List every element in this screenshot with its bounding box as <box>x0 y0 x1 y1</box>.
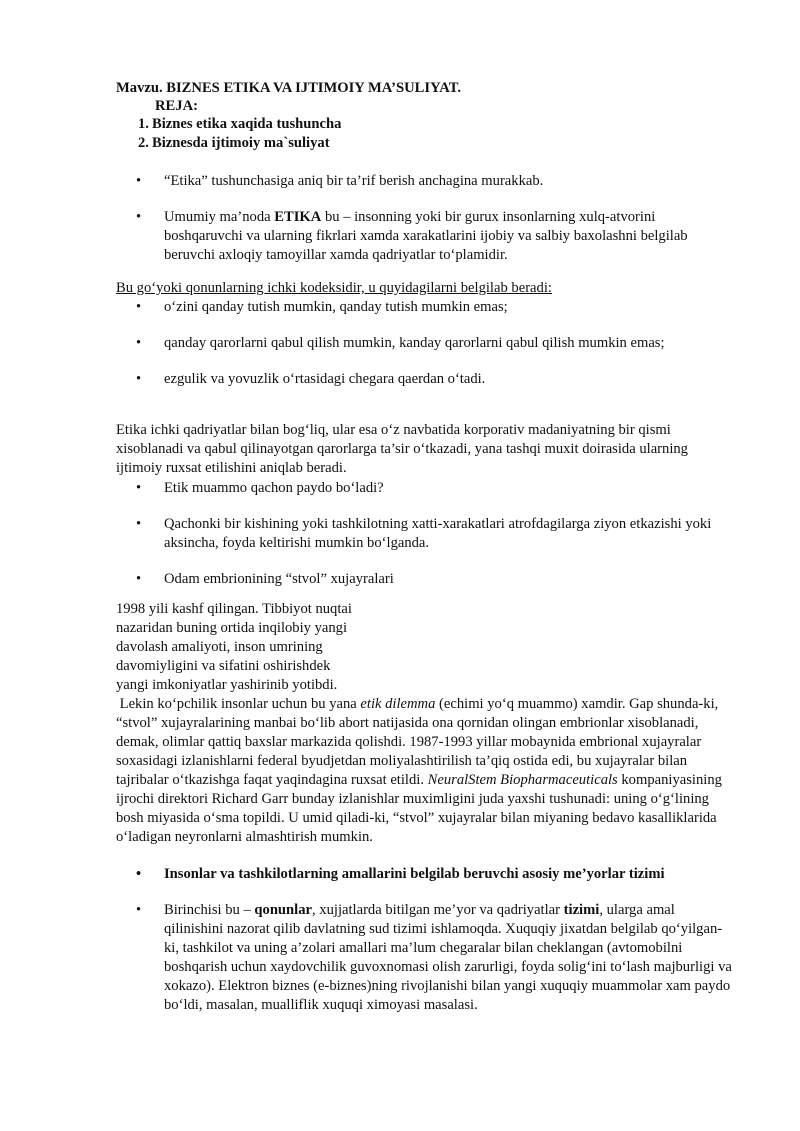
bullet-icon: • <box>136 480 142 496</box>
list-item-text: Insonlar va tashkilotlarning amallarini belgilab beruvchi asosiy me’yorlar tizimi <box>164 866 665 882</box>
list-item-text: Etik muammo qachon paydo bo‘ladi? <box>164 480 384 496</box>
bullet-icon: • <box>136 866 142 882</box>
text-line: davomiyligini va sifatini oshirishdek <box>116 658 331 674</box>
paragraph-text: (echimi yo‘q muammo) xamdir. Gap shunda-ki, “stvol” xujayralarining manbai bo‘lib abort natijasida ona qornidan olingan embrionlar xisoblanadi, demak, olimlar qattiq baxslar markazida qolishdi. 1987-1993 yillar mobaynida embrional xujayralar soxasidagi izlanishlarni federal byudjetdan moliyalashtirilish ta’qiq ostida edi, bu xujayralar bilan tajribalar o‘tkazishga faqat yaqindagina ruxsat etildi. <box>116 696 722 788</box>
etika-text-before: Umumiy ma’noda <box>164 209 275 225</box>
list-item-text: Odam embrionining “stvol” xujayralari <box>164 571 394 587</box>
list-item-text: “Etika” tushunchasiga aniq bir ta’rif berish anchagina murakkab. <box>164 173 544 189</box>
italic-term: etik dilemma <box>360 696 436 712</box>
list-item <box>116 901 736 1015</box>
list-item <box>116 172 686 191</box>
list-item <box>116 570 736 589</box>
text-line: nazaridan buning ortida inqilobiy yangi <box>116 620 348 636</box>
plan-item-number: 1. <box>138 116 149 132</box>
plan-heading: REJA: <box>155 98 198 114</box>
list-item <box>116 370 756 389</box>
text-line: davolash amaliyoti, inson umrining <box>116 639 323 655</box>
text-line: 1998 yili kashf qilingan. Tibbiyot nuqtai <box>116 601 352 617</box>
company-name: NeuralStem Biopharmaceuticals <box>427 772 618 788</box>
paragraph-text: Lekin ko‘pchilik insonlar uchun bu yana <box>116 696 361 712</box>
bullet-icon: • <box>136 902 142 918</box>
norms-list <box>116 865 736 1015</box>
plan-item-text: Biznes etika xaqida tushuncha <box>152 116 342 132</box>
list-item <box>116 515 736 553</box>
bullet-icon: • <box>136 516 142 532</box>
kodeks-list <box>116 298 756 389</box>
list-item-text: ezgulik va yovuzlik o‘rtasidagi chegara qaerdan o‘tadi. <box>164 371 486 387</box>
bullet-icon: • <box>136 335 142 351</box>
list-item-text: , xujjatlarda bitilgan me’yor va qadriyatlar <box>312 902 564 918</box>
plan-item <box>116 115 676 134</box>
list-item-text: qanday qarorlarni qabul qilish mumkin, kanday qarorlarni qabul qilish mumkin emas; <box>164 335 665 351</box>
paragraph: Etika ichki qadriyatlar bilan bog‘liq, ular esa o‘z navbatida korporativ madaniyatning bir qismi xisoblanadi va qabul qilinayotgan qarorlarga ta’sir o‘tkazadi, yana tashqi muxit doirasida ularning ijtimoiy ruxsat etilishini aniqlab beradi. <box>116 422 688 476</box>
list-item-text: , ularga amal qilinishini nazorat qilib davlatning sud tizimi ishlamoqda. Xuquqiy jixatdan belgilab qo‘yilgan-ki, tashkilot va uning a’zolari amallari ma’lum chegaralar bilan cheklangan (avtomobilni boshqarish uchun xaydovchilik guvoxnomasi olish zarurligi, foyda solig‘ini to‘lash majburligi va xokazo). Elektron biznes (e-biznes)ning rivojlanishi bilan yangi xuquqiy muammolar xam paydo bo‘ldi, masalan, mualliflik xuquqi ximoyasi masalasi. <box>164 902 732 1013</box>
list-item <box>116 298 756 317</box>
etika-text-after: bu – insonning yoki bir gurux insonlarning xulq-atvorini boshqaruvchi va ularning fikrlari xamda xarakatlarini ijobiy va salbiy baxolashni belgilab beruvchi axloqiy tamoyillar xamda qadriyatlar to‘plamidir. <box>164 209 688 263</box>
bold-term: qonunlar <box>254 902 312 918</box>
bullet-icon: • <box>136 173 142 189</box>
list-item-text: Birinchisi bu – <box>164 902 255 918</box>
bullet-icon: • <box>136 371 142 387</box>
bullet-icon: • <box>136 571 142 587</box>
list-item <box>116 208 728 265</box>
etik-muammo-list <box>116 479 736 589</box>
intro-list <box>116 172 686 191</box>
plan-item <box>116 134 676 153</box>
paragraph-text: kompaniyasining ijrochi direktori Richard Garr bunday izlanishlar muximligini juda yaxshi tushunadi: uning o‘g‘lining bosh miyasida o‘sma topildi. U umid qiladi-ki, “stvol” xujayralar bilan miyaning bedavo kasalliklarida o‘ladigan neyronlarni almashtirish mumkin. <box>116 772 726 845</box>
bullet-icon: • <box>136 299 142 315</box>
plan-list <box>116 115 676 153</box>
list-item <box>116 479 736 498</box>
etika-definition-list <box>116 208 728 265</box>
paragraph <box>116 695 736 847</box>
narrow-text-block <box>116 600 416 695</box>
list-item <box>116 334 756 353</box>
list-item-text: o‘zini qanday tutish mumkin, qanday tutish mumkin emas; <box>164 299 508 315</box>
list-item-text: Qachonki bir kishining yoki tashkilotning xatti-xarakatlari atrofdagilarga ziyon etkazishi yoki aksincha, foyda keltirishi mumkin bo‘lganda. <box>164 516 712 551</box>
etika-term: ETIKA <box>274 209 322 225</box>
kodeks-heading: Bu go‘yoki qonunlarning ichki kodeksidir, u quyidagilarni belgilab beradi: <box>116 280 552 296</box>
plan-item-text: Biznesda ijtimoiy ma`suliyat <box>152 135 330 151</box>
list-item <box>116 865 736 884</box>
plan-item-number: 2. <box>138 135 149 151</box>
bullet-icon: • <box>136 209 142 225</box>
bold-term: tizimi <box>563 902 600 918</box>
document-title: Mavzu. BIZNES ETIKA VA IJTIMOIY MA’SULIYAT. <box>116 80 462 96</box>
text-line: yangi imkoniyatlar yashirinib yotibdi. <box>116 677 338 693</box>
